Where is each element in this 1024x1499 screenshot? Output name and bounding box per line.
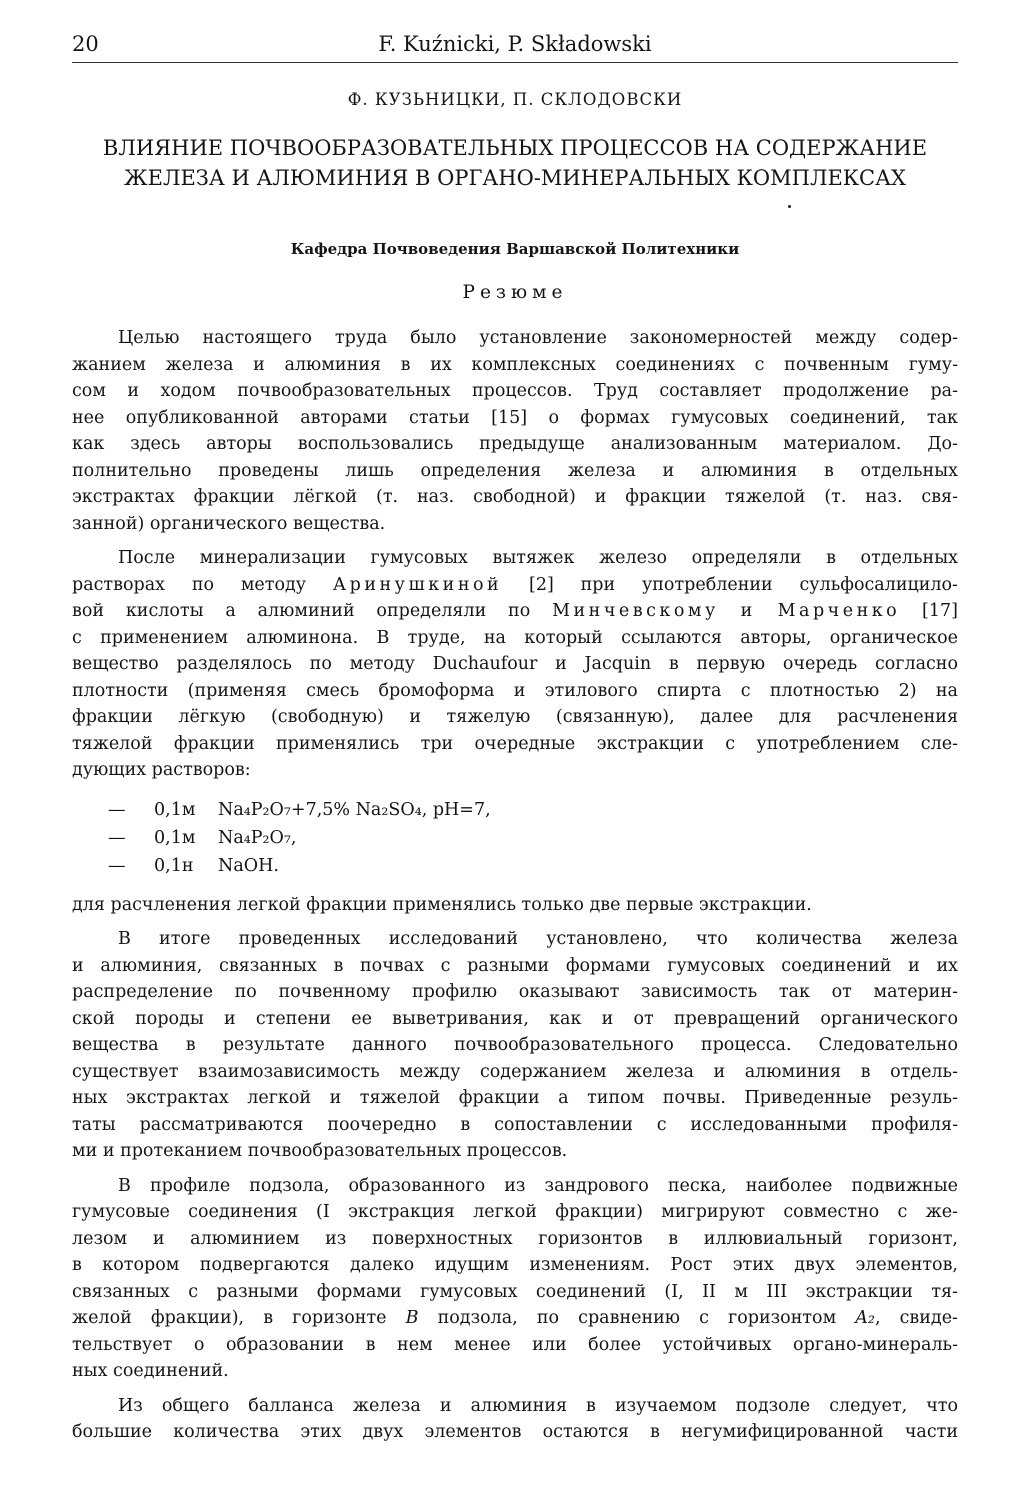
list-dash: — (108, 799, 126, 820)
page (72, 26, 958, 1446)
print-speck (788, 205, 791, 208)
formula: Na₄P₂O₇, (218, 827, 297, 848)
horizon-symbol: A₂ (855, 1308, 875, 1328)
concentration: 0,1н (154, 855, 194, 876)
text-line: существует взаимозависимость между содержанием железа и алюминия в отдель- (72, 1061, 958, 1082)
text-line: таты рассматриваются поочередно в сопоставлении с исследованными профиля- (72, 1114, 958, 1135)
paragraph-3 (72, 892, 958, 919)
running-head-authors: F. Kuźnicki, P. Składowski (378, 32, 652, 56)
text-line (72, 1305, 958, 1332)
text-line: сом и ходом почвообразовательных процессов. Труд составляет продолжение ра- (72, 381, 958, 401)
list-dash: — (108, 855, 126, 876)
text-line: ми и протеканием почвообразовательных процессов. (72, 1141, 568, 1161)
text-run: подзола, по сравнению с горизонтом (437, 1308, 837, 1328)
text-run: , свиде- (874, 1308, 958, 1328)
text-line: Целью настоящего труда было установление закономерностей между содер- (118, 328, 958, 348)
paragraph-5 (72, 1173, 958, 1385)
text-line: распределение по почвенному профилю оказывают зависимость так от материн- (72, 982, 958, 1002)
text-line: ской породы и степени ее выветривания, как и от превращений органического (72, 1008, 958, 1029)
paragraph-6 (72, 1393, 958, 1446)
text-line: в котором подвергаются далеко идущим изменениям. Рост этих двух элементов, (72, 1255, 958, 1275)
article-authors: Ф. КУЗЬНИЦКИ, П. СКЛОДОВСКИ (347, 90, 683, 109)
text-line: жанием железа и алюминия в их комплексных соединениях с почвенным гуму- (72, 354, 958, 375)
article-title (72, 133, 958, 193)
text-line: лезом и алюминием из поверхностных горизонтов в иллювиальный горизонт, (72, 1228, 958, 1249)
text-line: ных экстрактах легкой и тяжелой фракции а типом почвы. Приведенные резуль- (72, 1088, 958, 1108)
solution-item (108, 824, 958, 852)
paragraph-1 (72, 325, 958, 537)
title-line: ВЛИЯНИЕ ПОЧВООБРАЗОВАТЕЛЬНЫХ ПРОЦЕССОВ НА СОДЕРЖАНИЕ (102, 136, 928, 160)
concentration: 0,1м (154, 827, 196, 848)
formula: NaOH. (218, 855, 279, 876)
concentration: 0,1м (154, 799, 196, 820)
text-line: тяжелой фракции применялись три очередные экстракции с употреблением сле- (72, 733, 958, 754)
text-line: с применением алюминона. В труде, на который ссылаются авторы, органическое (72, 627, 958, 648)
text-line: для расчленения легкой фракции применялись только две первые экстракции. (72, 894, 812, 915)
text-line: тельствует о образовании в нем менее или более устойчивых органо-минераль- (72, 1334, 958, 1355)
solution-list (108, 796, 958, 880)
text-line: полнительно проведены лишь определения железа и алюминия в отдельных (72, 460, 958, 481)
text-line: дующих растворов: (72, 760, 251, 780)
text-line: В профиле подзола, образованного из зандрового песка, наиболее подвижные (118, 1175, 958, 1196)
solution-item (108, 796, 958, 824)
text-run: желой фракции), в горизонте (72, 1308, 387, 1328)
text-line: После минерализации гумусовых вытяжек железо определяли в отдельных (118, 548, 958, 568)
text-line: и алюминия, связанных в почвах с разными формами гумусовых соединений и их (72, 955, 958, 976)
section-heading: Резюме (462, 282, 568, 303)
title-line: ЖЕЛЕЗА И АЛЮМИНИЯ В ОРГАНО-МИНЕРАЛЬНЫХ КОМПЛЕКСАХ (124, 166, 906, 190)
horizon-symbol: B (405, 1308, 419, 1328)
solution-item (108, 852, 958, 880)
text-line (72, 598, 958, 625)
text-line: экстрактах фракции лёгкой (т. наз. свободной) и фракции тяжелой (т. наз. свя- (72, 487, 958, 507)
text-line: ных соединений. (72, 1361, 229, 1381)
formula: Na₄P₂O₇+7,5% Na₂SO₄, pH=7, (218, 799, 491, 820)
text-line (72, 572, 958, 599)
cited-author-name: Аринушкиной (332, 574, 503, 595)
text-line: вещество разделялось по методу Duchaufour и Jacquin в первую очередь согласно (72, 654, 958, 674)
text-run: [17] (922, 601, 958, 621)
running-head (72, 26, 958, 63)
institution: Кафедра Почвоведения Варшавской Политехники (290, 240, 740, 258)
text-line: большие количества этих двух элементов остаются в негумифицированной части (72, 1422, 958, 1442)
cited-author-name: Марченко (777, 601, 901, 621)
page-number: 20 (72, 32, 99, 56)
text-line: нее опубликованной авторами статьи [15] о формах гумусовых соединений, так (72, 407, 958, 428)
text-run: растворах по методу (72, 574, 307, 595)
text-line: Из общего балланса железа и алюминия в изучаемом подзоле следует, что (118, 1395, 958, 1416)
paragraph-2 (72, 545, 958, 784)
text-line: фракции лёгкую (свободную) и тяжелую (связанную), далее для расчленения (72, 707, 958, 727)
list-dash: — (108, 827, 126, 848)
text-line: вещества в результате данного почвообразовательного процесса. Следовательно (72, 1035, 958, 1055)
text-line: связанных с разными формами гумусовых соединений (I, II м III экстракции тя- (72, 1281, 958, 1302)
text-line: занной) органического вещества. (72, 513, 386, 534)
text-run: [2] при употреблении сульфосалицило- (529, 574, 958, 595)
text-run: вой кислоты а алюминий определяли по (72, 601, 531, 621)
text-line: как здесь авторы воспользовались предыдуще анализованным материалом. До- (72, 434, 958, 454)
body-text (72, 325, 958, 1446)
cited-author-name: Минчевскому (552, 601, 719, 621)
paragraph-4 (72, 926, 958, 1165)
text-line: В итоге проведенных исследований установлено, что количества железа (118, 929, 958, 949)
text-line: гумусовые соединения (I экстракция легкой фракции) мигрируют совместно с же- (72, 1202, 958, 1222)
text-line: плотности (применяя смесь бромоформа и этилового спирта с плотностью 2) на (72, 680, 958, 701)
text-run: и (740, 601, 756, 621)
